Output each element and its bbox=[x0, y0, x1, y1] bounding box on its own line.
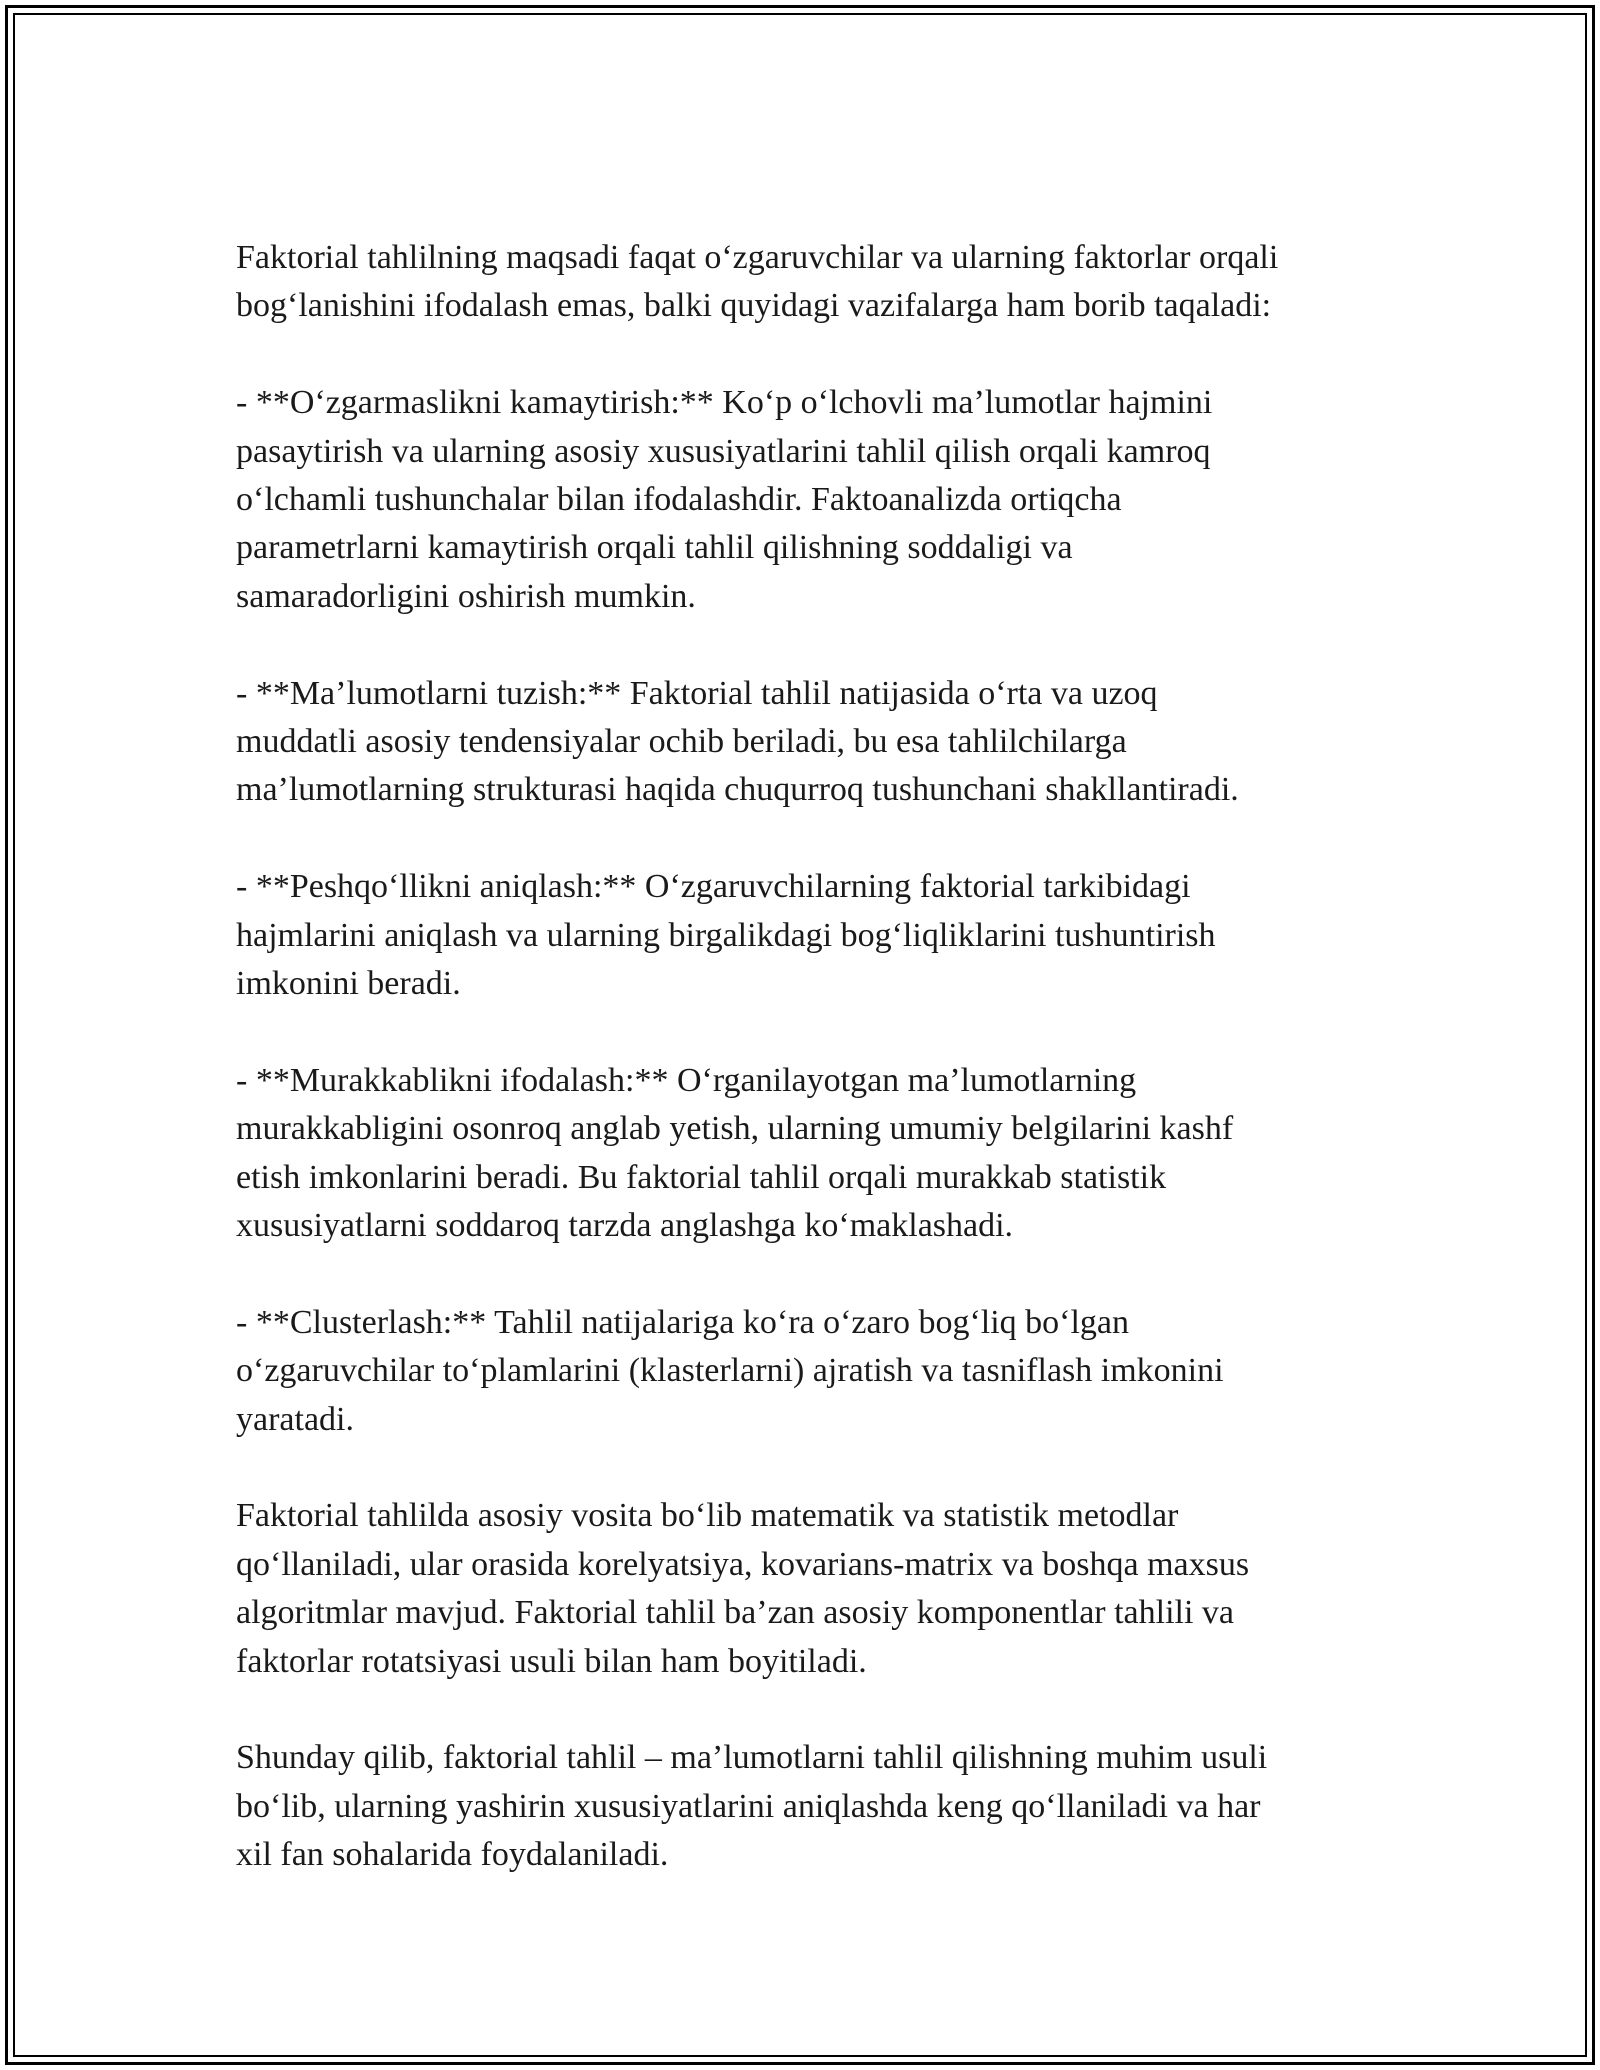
document-body bbox=[236, 234, 1386, 1880]
paragraph-clustering: - **Clusterlash:** Tahlil natijalariga ko‘ra o‘zaro bog‘liq bo‘lgan o‘zgaruvchilar to‘plamlarini (klasterlarni) ajratish va tasniflash imkonini yaratadi. bbox=[236, 1303, 1224, 1438]
paragraph-intro: Faktorial tahlilning maqsadi faqat o‘zgaruvchilar va ularning faktorlar orqali bog‘lanishini ifodalash emas, balki quyidagi vazifalarga ham borib taqaladi: bbox=[236, 239, 1279, 325]
paragraph-conclusion: Shunday qilib, faktorial tahlil – ma’lumotlarni tahlil qilishning muhim usuli bo‘lib, ularning yashirin xususiyatlarini aniqlashda keng qo‘llaniladi va har xil fan sohalarida foydalaniladi. bbox=[236, 1739, 1268, 1874]
paragraph-dominance-detection: - **Peshqo‘llikni aniqlash:** O‘zgaruvchilarning faktorial tarkibidagi hajmlarini aniqlash va ularning birgalikdagi bog‘liqliklarini tushuntirish imkonini beradi. bbox=[236, 868, 1216, 1003]
paragraph-data-structuring: - **Ma’lumotlarni tuzish:** Faktorial tahlil natijasida o‘rta va uzoq muddatli asosiy tendensiyalar ochib beriladi, bu esa tahlilchilarga ma’lumotlarning strukturasi haqida chuqurroq tushunchani shakllantiradi. bbox=[236, 674, 1239, 809]
paragraph-dimensionality-reduction: - **O‘zgarmaslikni kamaytirish:** Ko‘p o‘lchovli ma’lumotlar hajmini pasaytirish va ularning asosiy xususiyatlarini tahlil qilish orqali kamroq o‘lchamli tushunchalar bilan ifodalashdir. Faktoanalizda ortiqcha parametrlarni kamaytirish orqali tahlil qilishning soddaligi va samaradorligini oshirish mumkin. bbox=[236, 384, 1213, 615]
paragraph-complexity-expression: - **Murakkablikni ifodalash:** O‘rganilayotgan ma’lumotlarning murakkabligini osonroq anglab yetish, ularning umumiy belgilarini kashf etish imkonlarini beradi. Bu faktorial tahlil orqali murakkab statistik xususiyatlarni soddaroq tarzda anglashga ko‘maklashadi. bbox=[236, 1061, 1234, 1245]
paragraph-methods: Faktorial tahlilda asosiy vosita bo‘lib matematik va statistik metodlar qo‘llaniladi, ular orasida korelyatsiya, kovarians-matrix va boshqa maxsus algoritmlar mavjud. Faktorial tahlil ba’zan asosiy komponentlar tahlili va faktorlar rotatsiyasi usuli bilan ham boyitiladi. bbox=[236, 1497, 1250, 1680]
